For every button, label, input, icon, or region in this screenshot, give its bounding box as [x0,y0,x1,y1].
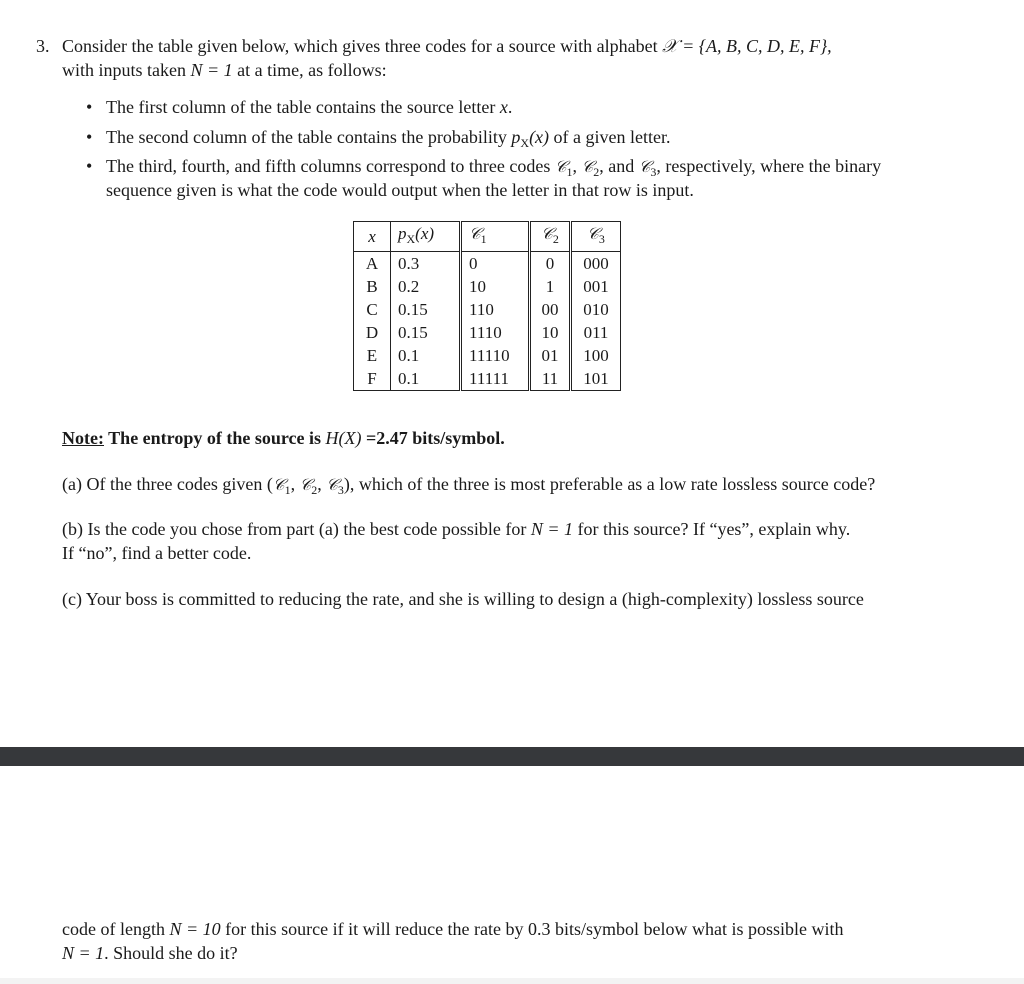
part-c-line-1: (c) Your boss is committed to reducing the rate, and she is willing to design a (high-complexity) lossless source [62,589,864,609]
bullet-icon: • [86,156,93,176]
part-c-text: . Should she do it? [104,943,238,963]
page-break-divider [0,747,1024,766]
cell-code-3: 011 [583,323,609,342]
part-b-line-1 [62,517,850,541]
cell-letter: A [354,252,391,276]
cell-code-3: 010 [583,300,609,319]
code-c2: 𝒞 [299,475,312,494]
part-b-text: (b) Is the code you chose from part (a) the best code possible for [62,519,527,539]
cell-code-3: 100 [583,346,609,365]
code-c1: 𝒞 [554,157,567,176]
cell-code-2: 1 [530,275,571,298]
code-c1: 𝒞 [272,475,285,494]
cell-code-1: 10 [461,275,530,298]
cell-code-1: 0 [461,252,530,276]
cell-code-1: 110 [461,298,530,321]
math-sub-x: X [520,136,530,150]
cell-probability: 0.15 [391,298,461,321]
code-c2: 𝒞 [581,157,594,176]
code-c3: 𝒞 [326,475,338,494]
code-sub: 2 [311,483,318,497]
entropy-note [62,426,505,450]
bullet-item-2 [106,125,671,155]
and-text: , and [599,156,635,176]
part-b-line-2: If “no”, find a better code. [62,543,252,563]
table-row [354,367,621,391]
math-arg: (x) [529,127,550,147]
comma: , [572,156,578,176]
question-intro-line-1 [62,34,832,58]
code-sub: 3 [650,165,657,179]
header-code-3: 𝒞$_3$ [571,222,621,252]
code-c3: 𝒞 [638,157,651,176]
table-row [354,298,621,321]
bullet-text: The second column of the table contains the probability [106,127,507,147]
bullet-text: The third, fourth, and fifth columns correspond to three codes [106,156,551,176]
part-c-text: code of length [62,919,165,939]
cell-code-2: 00 [530,298,571,321]
cell-letter: E [354,344,391,367]
code-sub: 1 [284,483,291,497]
part-c-text: for this source if it will reduce the rate by 0.3 bits/symbol below what is possible with [225,919,844,939]
cell-letter: F [354,367,391,391]
note-text: The entropy of the source is [108,428,321,448]
cell-code-2: 01 [530,344,571,367]
bullet-icon: • [86,127,93,147]
cell-code-2: 10 [530,321,571,344]
bullet-item-3-line-2: sequence given is what the code would output when the letter in that row is input. [106,180,694,200]
page-bottom-edge [0,978,1024,984]
part-b-text: for this source? If “yes”, explain why. [577,519,851,539]
code-sub: 1 [566,165,573,179]
cell-letter: D [354,321,391,344]
question-number: 3. [36,36,50,56]
table-row [354,252,621,276]
separator: , [290,474,300,494]
header-probability: $p_X(x)$ [391,222,461,252]
bullet-text: of a given letter. [553,127,671,147]
part-c-line-2 [62,917,844,941]
table-row [354,275,621,298]
cell-code-3: 001 [583,277,609,296]
math-x: x [499,97,508,117]
block-length-expression: N = 10 [169,919,221,939]
code-sub: 2 [593,165,600,179]
bullet-text: The first column of the table contains the source letter [106,97,496,117]
block-length-expression: N = 1 [530,519,573,539]
header-x: x [354,222,391,252]
cell-code-1: 11111 [461,367,530,391]
cell-probability: 0.1 [391,344,461,367]
math-p: p [511,127,521,147]
cell-probability: 0.2 [391,275,461,298]
intro-text: at a time, as follows: [237,60,387,80]
cell-code-3: 000 [583,254,609,273]
part-a [62,472,875,502]
header-code-2: 𝒞$_2$ [530,222,571,252]
note-label: Note: [62,428,104,448]
bullet-text: , respectively, where the binary [656,156,882,176]
table-header-row [354,222,621,252]
codes-table [353,221,621,391]
note-text: =2.47 bits/symbol. [365,428,505,448]
part-a-text: (a) Of the three codes given ( [62,474,273,494]
header-code-1: 𝒞$_1$ [461,222,530,252]
question-intro-line-2 [62,58,387,82]
cell-code-1: 1110 [461,321,530,344]
cell-letter: B [354,275,391,298]
cell-code-3: 101 [583,369,609,388]
block-length-expression: N = 1 [190,60,233,80]
intro-text: with inputs taken [62,60,186,80]
cell-code-2: 11 [530,367,571,391]
cell-code-1: 11110 [461,344,530,367]
bullet-icon: • [86,97,93,117]
bullet-item-1 [106,95,512,119]
cell-probability: 0.15 [391,321,461,344]
separator: , [317,474,327,494]
table-row [354,321,621,344]
cell-probability: 0.1 [391,367,461,391]
cell-probability: 0.3 [391,252,461,276]
alphabet-expression: 𝒳 = {A, B, C, D, E, F}, [662,36,832,56]
table-row [354,344,621,367]
part-c-line-3 [62,941,238,965]
part-a-text: ), which of the three is most preferable as a low rate lossless source code? [343,474,876,494]
intro-text: Consider the table given below, which gives three codes for a source with alphabet [62,36,658,56]
cell-code-2: 0 [530,252,571,276]
entropy-expression: H(X) [325,428,362,448]
bullet-text: . [507,97,513,117]
cell-letter: C [354,298,391,321]
code-sub: 3 [337,483,344,497]
block-length-expression: N = 1 [62,943,105,963]
